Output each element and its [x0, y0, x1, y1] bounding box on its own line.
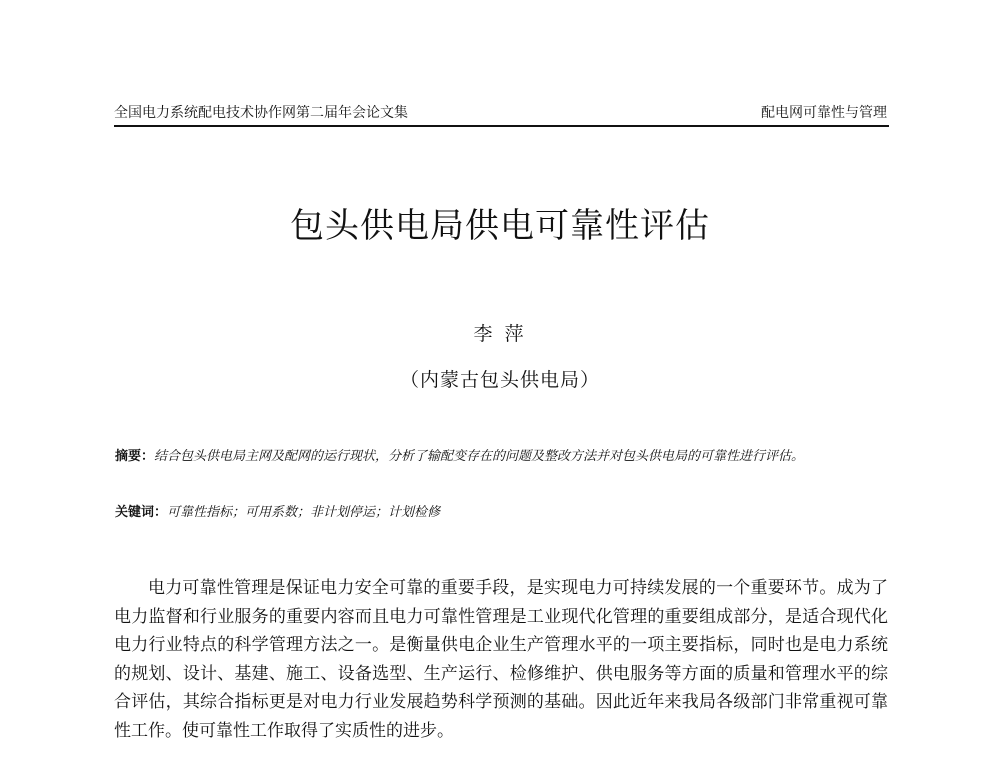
keywords-label: 关键词： — [115, 505, 168, 520]
paper-title: 包头供电局供电可靠性评估 — [290, 206, 710, 246]
abstract — [115, 443, 835, 470]
paper-author: 李 萍 — [473, 323, 527, 345]
keywords-text: 可靠性指标；可用系数；非计划停运；计划检修 — [167, 505, 441, 520]
abstract-label: 摘要： — [115, 449, 155, 464]
running-header-proceedings: 全国电力系统配电技术协作网第二届年会论文集 — [114, 105, 408, 121]
author-affiliation: （内蒙古包头供电局） — [399, 369, 600, 391]
running-header-section: 配电网可靠性与管理 — [761, 105, 887, 121]
abstract-text: 结合包头供电局主网及配网的运行现状，分析了输配变存在的问题及整改方法并对包头供电局的可靠性进行评估。 — [154, 449, 805, 464]
body-paragraph: 电力可靠性管理是保证电力安全可靠的重要手段，是实现电力可持续发展的一个重要环节。成为了电力监督和行业服务的重要内容而且电力可靠性管理是工业现代化管理的重要组成部分，是适合现代化电力行业特点的科学管理方法之一。是衡量供电企业生产管理水平的一项主要指标，同时也是电力系统的规划、设计、基建、施工、设备选型、生产运行、检修维护、供电服务等方面的质量和管理水平的综合评估，其综合指标更是对电力行业发展趋势科学预测的基础。因此近年来我局各级部门非常重视可靠性工作。使可靠性工作取得了实质性的进步。 — [114, 578, 888, 741]
keywords — [115, 500, 835, 526]
running-header — [114, 103, 889, 127]
